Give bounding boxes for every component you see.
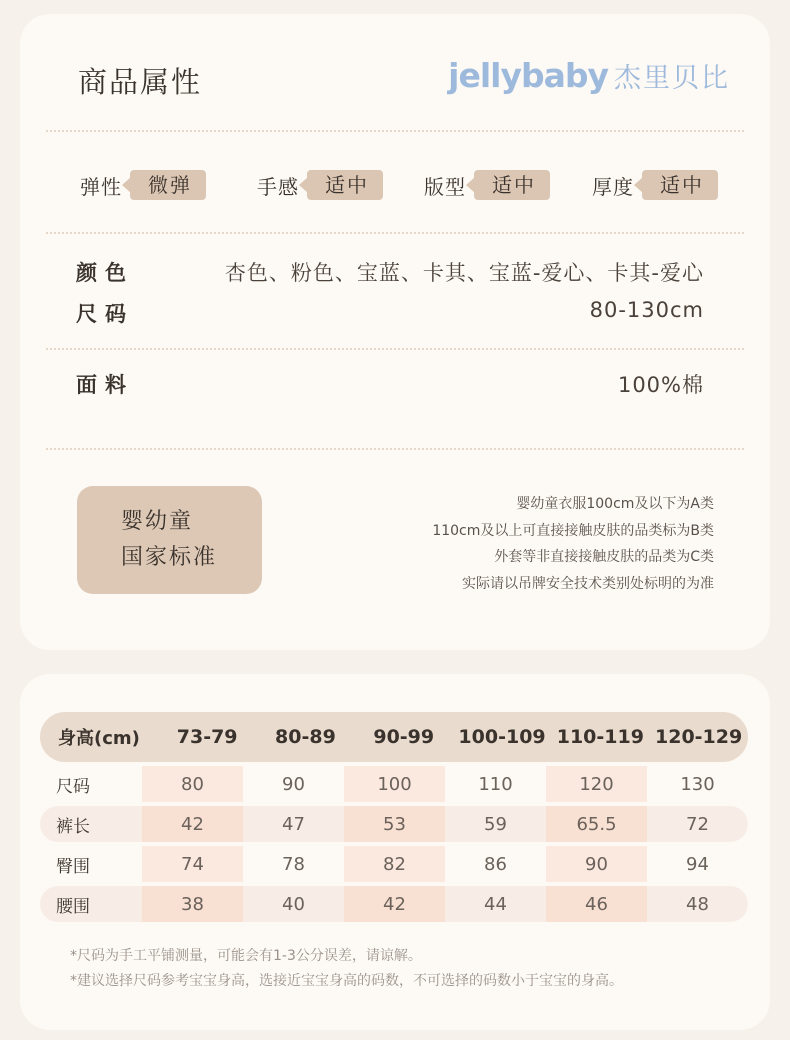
row-label: 臀围 (56, 856, 90, 877)
attribute-label: 版型 (424, 174, 466, 199)
footnote: *建议选择尺码参考宝宝身高，选接近宝宝身高的码数，不可选择的码数小于宝宝的身高。 (70, 973, 623, 989)
header-cell: 110-119 (556, 726, 644, 748)
table-cell: 59 (484, 813, 507, 835)
table-cell: 42 (142, 806, 243, 842)
divider (46, 348, 744, 350)
brand-logo-en: jellybaby (448, 56, 608, 95)
standard-note: 婴幼童衣服100cm及以下为A类 (516, 496, 714, 512)
table-cell: 100 (344, 766, 445, 802)
header-cell: 100-109 (458, 726, 546, 748)
divider (46, 232, 744, 234)
table-cell: 90 (546, 846, 647, 882)
attribute-thickness (592, 169, 718, 201)
spec-value: 80-130cm (589, 298, 704, 322)
row-label: 尺码 (56, 776, 90, 797)
standard-note: 外套等非直接接触皮肤的品类为C类 (494, 549, 714, 565)
table-cell: 47 (282, 813, 305, 835)
size-table (40, 712, 748, 922)
attribute-label: 弹性 (80, 174, 122, 199)
attribute-label: 手感 (257, 174, 299, 199)
table-row (40, 846, 748, 882)
table-cell: 130 (680, 773, 715, 795)
footnote: *尺码为手工平铺测量，可能会有1-3公分误差，请谅解。 (70, 948, 422, 964)
attribute-tag: 适中 (642, 170, 718, 200)
header-cell: 90-99 (373, 726, 435, 748)
size-chart-card (20, 674, 770, 1030)
attribute-tag: 适中 (474, 170, 550, 200)
row-label: 裤长 (56, 816, 90, 837)
standard-note: 110cm及以上可直接接触皮肤的品类标为B类 (432, 522, 714, 539)
table-cell: 78 (282, 853, 305, 875)
table-cell: 46 (546, 886, 647, 922)
table-row (40, 766, 748, 802)
spec-key: 面料 (76, 373, 134, 397)
badge-line: 婴幼童 (121, 509, 194, 534)
national-standard-badge (77, 486, 262, 594)
row-label: 腰围 (56, 896, 90, 917)
table-header (40, 712, 748, 762)
table-cell: 74 (142, 846, 243, 882)
table-cell: 86 (484, 853, 507, 875)
spec-fabric (76, 369, 704, 399)
table-row (40, 806, 748, 842)
spec-size (76, 298, 704, 328)
table-cell: 65.5 (546, 806, 647, 842)
attribute-label: 厚度 (592, 174, 634, 199)
brand-logo (448, 56, 730, 95)
divider (46, 448, 744, 450)
brand-logo-cn: 杰里贝比 (614, 63, 730, 94)
table-cell: 38 (142, 886, 243, 922)
table-cell: 110 (478, 773, 513, 795)
header-cell: 80-89 (275, 726, 336, 748)
table-cell: 53 (344, 806, 445, 842)
table-cell: 48 (686, 893, 709, 915)
section-title: 商品属性 (78, 65, 203, 99)
table-cell: 42 (344, 886, 445, 922)
product-attributes-card (20, 14, 770, 650)
header-cell: 73-79 (176, 726, 238, 748)
attribute-elasticity (80, 169, 206, 201)
header-cell: 身高(cm) (58, 728, 140, 749)
spec-value: 杏色、粉色、宝蓝、卡其、宝蓝-爱心、卡其-爱心 (224, 261, 704, 285)
spec-key: 尺码 (76, 302, 134, 326)
standard-note: 实际请以吊牌安全技术类别处标明的为准 (462, 575, 714, 592)
table-cell: 120 (546, 766, 647, 802)
attribute-tag: 适中 (307, 170, 383, 200)
table-cell: 94 (686, 853, 709, 875)
attribute-tag: 微弹 (130, 170, 206, 200)
table-cell: 40 (282, 893, 305, 915)
badge-line: 国家标准 (121, 545, 218, 570)
spec-key: 颜色 (76, 261, 134, 285)
attribute-fit (424, 169, 550, 201)
attribute-hand-feel (257, 169, 383, 201)
table-cell: 72 (686, 813, 709, 835)
spec-color (76, 257, 704, 287)
table-cell: 82 (344, 846, 445, 882)
table-cell: 80 (142, 766, 243, 802)
attribute-row (20, 169, 770, 201)
spec-value: 100%棉 (617, 373, 704, 397)
size-footnotes (70, 944, 623, 994)
table-cell: 90 (282, 773, 305, 795)
divider (46, 130, 744, 132)
header-cell: 120-129 (655, 726, 743, 748)
table-row (40, 886, 748, 922)
table-cell: 44 (484, 893, 507, 915)
standard-notes (432, 491, 714, 597)
